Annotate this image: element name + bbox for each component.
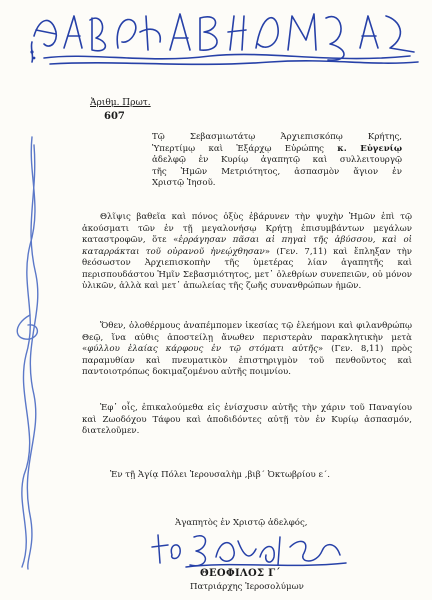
- addressee-line: Ὑπερτίμῳ καὶ Ἐξάρχῳ Εὐρώπης κ. Εὐγενίῳ: [152, 143, 402, 154]
- signer-title: Πατριάρχης Ἱεροσολύμων: [190, 582, 304, 592]
- scripture-quote: φύλλου ἐλαίας κάρφους ἐν τῷ στόματι αὐτῆς: [87, 344, 318, 354]
- body-paragraph: Θλῖψις βαθεῖα καὶ πόνος ὀξὺς ἐβάρυνεν τὴν ψυχὴν Ἡμῶν ἐπὶ τῷ ἀκούσματι τῶν ἐν τῇ μεγαλονήσῳ Κρήτῃ ἐπισυμβάντων μεγάλων καταστροφῶν, ὅτε «ἐρράγησαν πᾶσαι αἱ πηγαὶ τῆς ἀβύσσου, καὶ οἱ καταρράκται τοῦ οὐρανοῦ ἠνεῴχθησαν» (Γεν. 7,11) καὶ ἔπληξαν τὴν θεόσωστον Ἀρχιεπισκοπὴν τῆς ὑμετέρας λίαν ἀγαπητῆς καὶ περισπουδάστου Ἡμῖν Σεβασμιότητος, μετ᾽ ὀλεθρίων συνεπειῶν, οὐ μόνον ὑλικῶν, ἀλλὰ καὶ μετ᾽ ἀπωλείας τῆς ζωῆς συνανθρώπων ἡμῶν.: [82, 212, 413, 291]
- scripture-quote: ἐρράγησαν πᾶσαι αἱ πηγαὶ τῆς ἀβύσσου, καὶ οἱ καταρράκται τοῦ οὐρανοῦ ἠνεῴχθησαν: [82, 235, 412, 257]
- protocol-number-label: Ἀριθμ. Πρωτ.: [90, 98, 151, 108]
- handwritten-signature: [150, 527, 350, 571]
- signer-name: ΘΕΟΦΙΛΟΣ Γ´: [200, 568, 281, 579]
- margin-flourish: [8, 135, 48, 570]
- addressee-name: κ. Εὐγενίῳ: [337, 143, 402, 154]
- body-paragraph: Ἐφ᾽ οἷς, ἐπικαλούμεθα εἰς ἐνίσχυσιν αὐτῆς τὴν χάριν τοῦ Παναγίου καὶ Ζωοδόχου Τάφου καὶ ἀποδιδόντες αὐτῇ τὸν ἐν Κυρίῳ ἀσπασμόν, διατελοῦμεν.: [82, 403, 412, 436]
- addressee-line: τῆς Ἡμῶν Μετριότητος, ἀσπασμὸν ἅγιον ἐν: [152, 166, 402, 177]
- date-line: Ἐν τῇ Ἁγίᾳ Πόλει Ἱερουσαλὴμ ,βιβ´ Ὀκτωβρίου ε´.: [110, 470, 330, 480]
- calligraphic-letterhead: [30, 8, 422, 70]
- addressee-line: ἀδελφῷ ἐν Κυρίῳ ἀγαπητῷ καὶ συλλειτουργῷ: [152, 155, 402, 165]
- addressee-block: [152, 132, 402, 190]
- addressee-line: Τῷ Σεβασμιωτάτῳ Ἀρχιεπισκόπῳ Κρήτης,: [152, 132, 402, 142]
- protocol-number: 607: [104, 111, 125, 122]
- addressee-line: Χριστῷ Ἰησοῦ.: [152, 178, 216, 188]
- body-paragraph: Ὅθεν, ὁλοθέρμους ἀναπέμπομεν ἱκεσίας τῷ ἐλεήμονι καὶ φιλανθρώπῳ Θεῷ, ἵνα αὐθις ἀποστείλῃ ἄνωθεν περιστερὰν παρακλητικὴν μετὰ «φύλλου ἐλαίας κάρφους ἐν τῷ στόματι αὐτῆς» (Γεν. 8,11) πρὸς παραμυθίαν καὶ πνευματικὸν ἐπιστηριγμὸν τοῦ πενθοῦντος καὶ παντοιοτρόπως δοκιμαζομένου αὐτῆς ποιμνίου.: [82, 321, 413, 377]
- closing-salutation: Ἀγαπητὸς ἐν Χριστῷ ἀδελφός,: [175, 518, 308, 528]
